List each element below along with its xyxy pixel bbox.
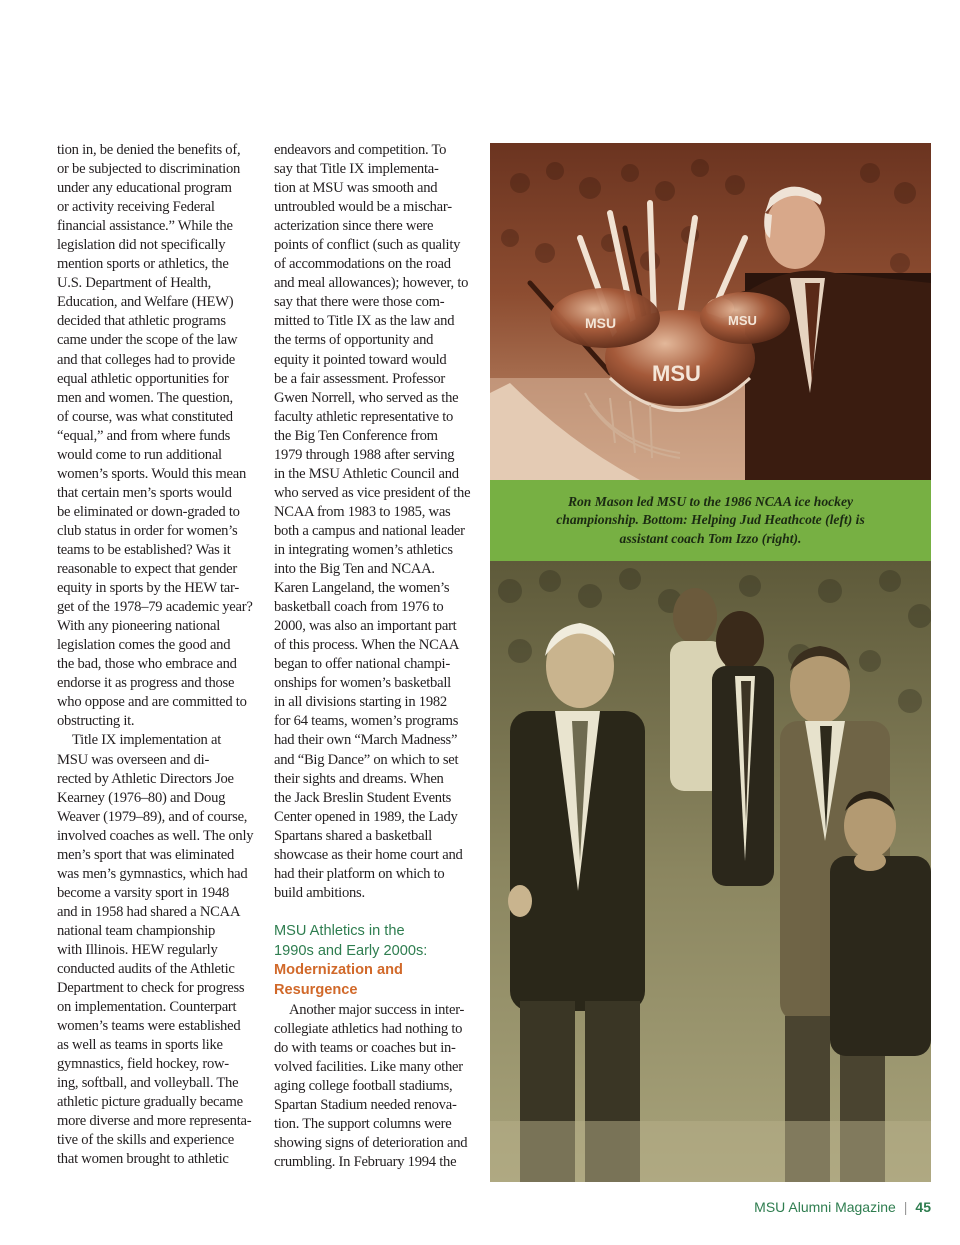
article-line: for 64 teams, women’s programs bbox=[274, 713, 459, 730]
article-line: say that Title IX implementa- bbox=[274, 161, 439, 178]
article-line: volved facilities. Like many other bbox=[274, 1059, 463, 1076]
article-line: had their platform on which to bbox=[274, 865, 445, 882]
article-line: Spartan Stadium needed renova- bbox=[274, 1097, 457, 1114]
article-line: do with teams or coaches but in- bbox=[274, 1040, 456, 1057]
article-line: acterization since there were bbox=[274, 218, 434, 235]
article-line: U.S. Department of Health, bbox=[57, 275, 211, 292]
article-line: the Jack Breslin Student Events bbox=[274, 789, 452, 806]
article-column-2 bbox=[274, 141, 479, 903]
photo-basketball-coaches bbox=[490, 561, 931, 1182]
article-line: athletic picture gradually became bbox=[57, 1094, 243, 1111]
article-line: ing, softball, and volleyball. The bbox=[57, 1075, 239, 1092]
article-line: legislation comes the good and bbox=[57, 637, 231, 654]
article-line: their sights and dreams. When bbox=[274, 770, 444, 787]
article-line: Weaver (1979–89), and of course, bbox=[57, 808, 248, 825]
article-line: of accommodations on the road bbox=[274, 256, 451, 273]
article-line: endeavors and competition. To bbox=[274, 142, 447, 158]
article-line: that women brought to athletic bbox=[57, 1151, 229, 1168]
article-line: tion in, be denied the benefits of, bbox=[57, 142, 241, 158]
article-line: reasonable to expect that gender bbox=[57, 561, 238, 578]
article-line: Spartans shared a basketball bbox=[274, 827, 432, 844]
article-line: equity it pointed toward would bbox=[274, 351, 447, 368]
article-line: points of conflict (such as quality bbox=[274, 237, 461, 254]
article-line: decided that athletic programs bbox=[57, 313, 226, 330]
article-line: involved coaches as well. The only bbox=[57, 827, 254, 844]
article-line: or be subjected to discrimination bbox=[57, 161, 241, 178]
article-line: Center opened in 1989, the Lady bbox=[274, 808, 458, 825]
photo-basketball-illustration bbox=[490, 561, 931, 1182]
article-line: with Illinois. HEW regularly bbox=[57, 941, 218, 958]
article-line: was men’s gymnastics, which had bbox=[57, 865, 248, 882]
article-line: be a fair assessment. Professor bbox=[274, 370, 445, 387]
article-line: endorse it as progress and those bbox=[57, 675, 235, 692]
article-line: rected by Athletic Directors Joe bbox=[57, 770, 234, 787]
article-line: “equal,” and from where funds bbox=[57, 427, 231, 444]
article-line: had their own “March Madness” bbox=[274, 732, 458, 749]
article-line: MSU was overseen and di- bbox=[57, 751, 210, 768]
article-line: equal athletic opportunities for bbox=[57, 370, 229, 387]
article-line: With any pioneering national bbox=[57, 618, 221, 635]
article-line: would come to run additional bbox=[57, 446, 222, 463]
article-line: 2000, was also an important part bbox=[274, 618, 457, 635]
article-line: equity in sports by the HEW tar- bbox=[57, 580, 239, 597]
article-line: crumbling. In February 1994 the bbox=[274, 1154, 457, 1171]
article-line: tion. The support columns were bbox=[274, 1116, 452, 1133]
article-line: the bad, those who embrace and bbox=[57, 656, 237, 673]
helmet-lettering-1: MSU bbox=[652, 361, 701, 386]
article-line: gymnastics, field hockey, row- bbox=[57, 1056, 229, 1073]
article-line: Another major success in inter- bbox=[289, 1002, 465, 1018]
article-line: who served as vice president of the bbox=[274, 484, 471, 501]
article-line: the terms of opportunity and bbox=[274, 332, 434, 349]
photo-caption bbox=[490, 480, 931, 561]
page-number: 45 bbox=[915, 1199, 931, 1215]
article-line: began to offer national champi- bbox=[274, 656, 450, 673]
article-line: Education, and Welfare (HEW) bbox=[57, 294, 234, 311]
article-line: and in 1958 had shared a NCAA bbox=[57, 903, 241, 920]
article-column-3 bbox=[274, 1001, 479, 1172]
article-line: in the MSU Athletic Council and bbox=[274, 465, 459, 482]
page-footer bbox=[754, 1199, 931, 1215]
helmet-lettering-3: MSU bbox=[728, 313, 757, 328]
article-line: or activity receiving Federal bbox=[57, 199, 215, 216]
article-line: and that colleges had to provide bbox=[57, 351, 236, 368]
article-line: onships for women’s basketball bbox=[274, 675, 451, 692]
article-line: women’s teams were established bbox=[57, 1018, 241, 1035]
article-line: be eliminated or down-graded to bbox=[57, 503, 240, 520]
article-line: and meal allowances); however, to bbox=[274, 275, 469, 292]
article-line: teams to be established? Was it bbox=[57, 541, 231, 558]
article-line: who oppose and are committed to bbox=[57, 694, 247, 711]
helmet-lettering-2: MSU bbox=[585, 315, 617, 331]
article-line: untroubled would be a mischar- bbox=[274, 199, 452, 216]
article-line: on implementation. Counterpart bbox=[57, 999, 237, 1016]
article-line: showing signs of deterioration and bbox=[274, 1135, 468, 1152]
photo-hockey-coach bbox=[490, 143, 931, 480]
article-line: as well as teams in sports like bbox=[57, 1037, 223, 1054]
article-line: Department to check for progress bbox=[57, 980, 245, 997]
article-line: national team championship bbox=[57, 922, 216, 939]
article-line: men’s sport that was eliminated bbox=[57, 846, 235, 863]
article-line: into the Big Ten and NCAA. bbox=[274, 561, 435, 578]
article-line: in integrating women’s athletics bbox=[274, 541, 453, 558]
article-line: NCAA from 1983 to 1985, was bbox=[274, 503, 451, 520]
article-line: under any educational program bbox=[57, 180, 232, 197]
footer-separator: | bbox=[903, 1199, 908, 1215]
caption-line-3: assistant coach Tom Izzo (right). bbox=[619, 530, 802, 546]
article-line: collegiate athletics had nothing to bbox=[274, 1021, 463, 1038]
article-line: mitted to Title IX as the law and bbox=[274, 313, 455, 330]
article-line: Gwen Norrell, who served as the bbox=[274, 389, 459, 406]
article-line: conducted audits of the Athletic bbox=[57, 961, 235, 978]
article-line: Title IX implementation at bbox=[72, 732, 222, 749]
article-line: obstructing it. bbox=[57, 713, 135, 730]
article-line: of course, was what constituted bbox=[57, 408, 233, 425]
article-line: become a varsity sport in 1948 bbox=[57, 884, 230, 901]
article-line: financial assistance.” While the bbox=[57, 218, 233, 235]
article-line: showcase as their home court and bbox=[274, 846, 463, 863]
article-line: came under the scope of the law bbox=[57, 332, 238, 349]
article-line: aging college football stadiums, bbox=[274, 1078, 453, 1095]
article-line: of this process. When the NCAA bbox=[274, 637, 460, 654]
article-line: that certain men’s sports would bbox=[57, 484, 232, 501]
caption-line-1: Ron Mason led MSU to the 1986 NCAA ice hockey bbox=[567, 493, 854, 509]
article-line: club status in order for women’s bbox=[57, 522, 238, 539]
article-line: the Big Ten Conference from bbox=[274, 427, 438, 444]
subhead-line-4: Resurgence bbox=[274, 981, 358, 998]
article-line: both a campus and national leader bbox=[274, 522, 465, 539]
subhead-line-3: Modernization and bbox=[274, 962, 403, 979]
article-line: Karen Langeland, the women’s bbox=[274, 580, 450, 597]
article-line: basketball coach from 1976 to bbox=[274, 599, 444, 616]
article-line: say that there were those com- bbox=[274, 294, 445, 311]
footer-magazine-name: MSU Alumni Magazine bbox=[754, 1199, 896, 1215]
subhead-line-2: 1990s and Early 2000s: bbox=[274, 942, 428, 959]
subhead-line-1: MSU Athletics in the bbox=[274, 923, 405, 939]
article-line: more diverse and more representa- bbox=[57, 1113, 252, 1130]
article-line: get of the 1978–79 academic year? bbox=[57, 599, 253, 616]
caption-line-2: championship. Bottom: Helping Jud Heathcote (left) is bbox=[556, 512, 865, 528]
article-column-1 bbox=[57, 141, 262, 1170]
article-line: build ambitions. bbox=[274, 884, 365, 901]
article-line: tion at MSU was smooth and bbox=[274, 180, 438, 197]
section-subhead bbox=[274, 922, 427, 1000]
article-line: tive of the skills and experience bbox=[57, 1132, 234, 1149]
article-line: Kearney (1976–80) and Doug bbox=[57, 789, 226, 806]
article-line: 1979 through 1988 after serving bbox=[274, 446, 455, 463]
article-line: mention sports or athletics, the bbox=[57, 256, 229, 273]
article-line: and “Big Dance” on which to set bbox=[274, 751, 459, 768]
photo-hockey-illustration bbox=[490, 143, 931, 480]
article-line: men and women. The question, bbox=[57, 389, 233, 406]
article-line: faculty athletic representative to bbox=[274, 408, 454, 425]
article-line: legislation did not specifically bbox=[57, 237, 226, 254]
article-line: in all divisions starting in 1982 bbox=[274, 694, 447, 711]
article-line: women’s sports. Would this mean bbox=[57, 465, 247, 482]
